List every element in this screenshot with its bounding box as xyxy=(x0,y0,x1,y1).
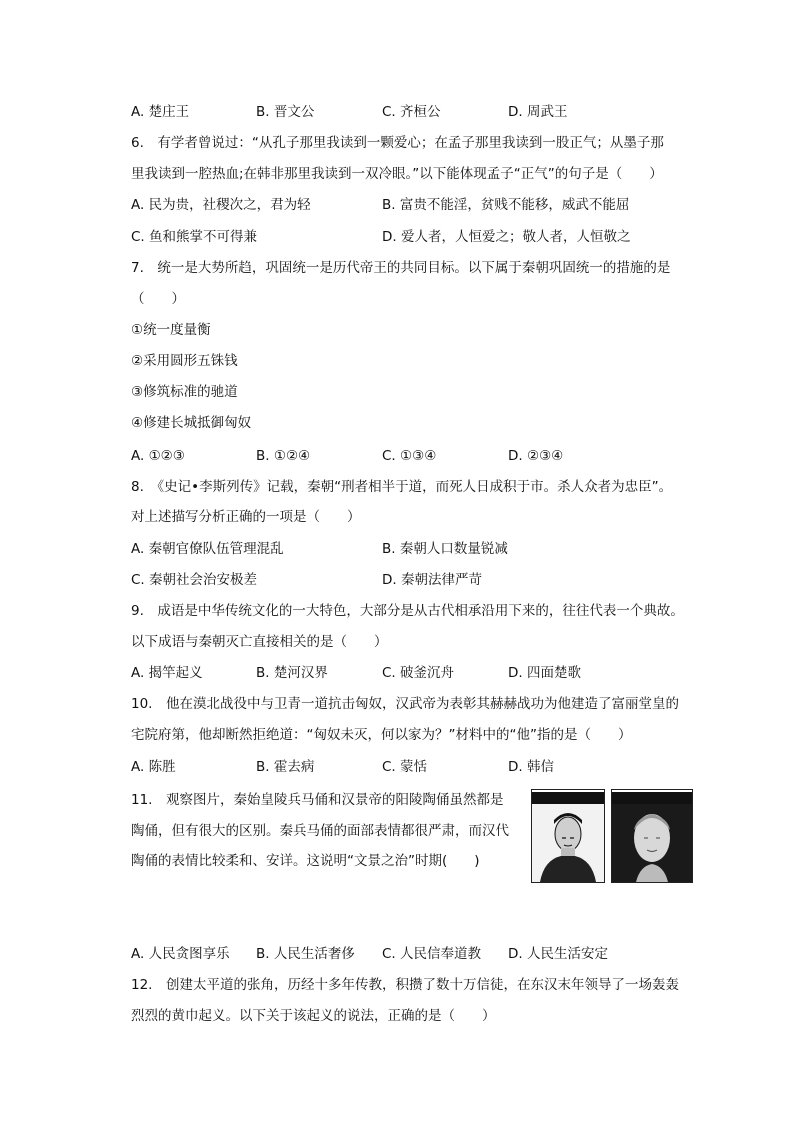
q7-option-b[interactable]: B. ①②④ xyxy=(256,448,311,464)
q7-stem-line-1: 7. 统一是大势所趋，巩固统一是历代帝王的共同目标。以下属于秦朝巩固统一的措施的是 xyxy=(131,260,671,276)
terracotta-warrior-photo xyxy=(531,789,605,883)
q9-option-a[interactable]: A. 揭竿起义 xyxy=(131,665,203,681)
q9-stem-line-2: 以下成语与秦朝灭亡直接相关的是（ ） xyxy=(131,634,388,650)
q7-option-d[interactable]: D. ②③④ xyxy=(508,448,564,464)
q5-option-b[interactable]: B. 晋文公 xyxy=(256,104,315,120)
q11-option-a[interactable]: A. 人民贪图享乐 xyxy=(131,946,230,962)
q10-stem-line-2: 宅院府第，他却断然拒绝道：“匈奴未灭，何以家为？”材料中的“他”指的是（ ） xyxy=(131,727,632,743)
q7-option-c[interactable]: C. ①③④ xyxy=(382,448,437,464)
q11-stem-line-3: 陶俑的表情比较柔和、安详。这说明“文景之治”时期( ) xyxy=(131,853,480,869)
q9-option-c[interactable]: C. 破釜沉舟 xyxy=(382,665,455,681)
q8-stem-line-1: 8. 《史记•李斯列传》记载，秦朝“刑者相半于道，而死人日成积于市。杀人众者为忠臣”。 xyxy=(131,479,673,495)
q10-option-a[interactable]: A. 陈胜 xyxy=(131,759,176,775)
q11-stem-line-1: 11. 观察图片，秦始皇陵兵马俑和汉景帝的阳陵陶俑虽然都是 xyxy=(131,792,504,808)
q8-option-a[interactable]: A. 秦朝官僚队伍管理混乱 xyxy=(131,541,284,557)
q6-option-b[interactable]: B. 富贵不能淫，贫贱不能移，威武不能屈 xyxy=(382,197,630,213)
q12-stem-line-2: 烈烈的黄巾起义。以下关于该起义的说法，正确的是（ ） xyxy=(131,1008,496,1024)
han-pottery-figure-photo xyxy=(611,789,693,883)
q6-stem-line-2: 里我读到一腔热血;在韩非那里我读到一双冷眼。”以下能体现孟子“正气”的句子是（ ） xyxy=(131,166,663,182)
q11-option-d[interactable]: D. 人民生活安定 xyxy=(508,946,608,962)
q7-item-1: ①统一度量衡 xyxy=(131,322,211,338)
q10-option-d[interactable]: D. 韩信 xyxy=(508,759,554,775)
q11-option-b[interactable]: B. 人民生活奢侈 xyxy=(256,946,355,962)
q5-option-a[interactable]: A. 楚庄王 xyxy=(131,104,190,120)
q9-stem-line-1: 9. 成语是中华传统文化的一大特色，大部分是从古代相承沿用下来的，往往代表一个典故。 xyxy=(131,603,684,619)
q11-stem-line-2: 陶俑，但有很大的区别。秦兵马俑的面部表情都很严肃，而汉代 xyxy=(131,823,509,839)
q9-option-b[interactable]: B. 楚河汉界 xyxy=(256,665,328,681)
q8-option-b[interactable]: B. 秦朝人口数量锐减 xyxy=(382,541,508,557)
q7-stem-line-2: （ ） xyxy=(131,291,185,307)
q6-stem-line-1: 6. 有学者曾说过：“从孔子那里我读到一颗爱心；在孟子那里我读到一股正气；从墨子那 xyxy=(131,135,664,151)
q6-option-a[interactable]: A. 民为贵，社稷次之，君为轻 xyxy=(131,197,311,213)
q10-stem-line-1: 10. 他在漠北战役中与卫青一道抗击匈奴，汉武帝为表彰其赫赫战功为他建造了富丽堂皇的 xyxy=(131,696,679,712)
q8-option-d[interactable]: D. 秦朝法律严苛 xyxy=(382,572,482,588)
q5-option-c[interactable]: C. 齐桓公 xyxy=(382,104,441,120)
q12-stem-line-1: 12. 创建太平道的张角，历经十多年传教，积攒了数十万信徒，在东汉末年领导了一场轰轰 xyxy=(131,977,679,993)
q7-item-3: ③修筑标准的驰道 xyxy=(131,384,238,400)
q10-option-c[interactable]: C. 蒙恬 xyxy=(382,759,428,775)
q6-option-c[interactable]: C. 鱼和熊掌不可得兼 xyxy=(131,229,258,245)
q7-item-2: ②采用圆形五铢钱 xyxy=(131,353,238,369)
q8-stem-line-2: 对上述描写分析正确的一项是（ ） xyxy=(131,509,361,525)
q7-option-a[interactable]: A. ①②③ xyxy=(131,448,185,464)
photo-caption-strip-2 xyxy=(612,792,692,804)
q9-option-d[interactable]: D. 四面楚歌 xyxy=(508,665,581,681)
q5-option-d[interactable]: D. 周武王 xyxy=(508,104,568,120)
q6-option-d[interactable]: D. 爱人者，人恒爱之；敬人者，人恒敬之 xyxy=(382,229,631,245)
q11-option-c[interactable]: C. 人民信奉道教 xyxy=(382,946,482,962)
q8-option-c[interactable]: C. 秦朝社会治安极差 xyxy=(131,572,258,588)
photo-caption-strip xyxy=(532,792,604,804)
q7-item-4: ④修建长城抵御匈奴 xyxy=(131,415,252,431)
q10-option-b[interactable]: B. 霍去病 xyxy=(256,759,315,775)
